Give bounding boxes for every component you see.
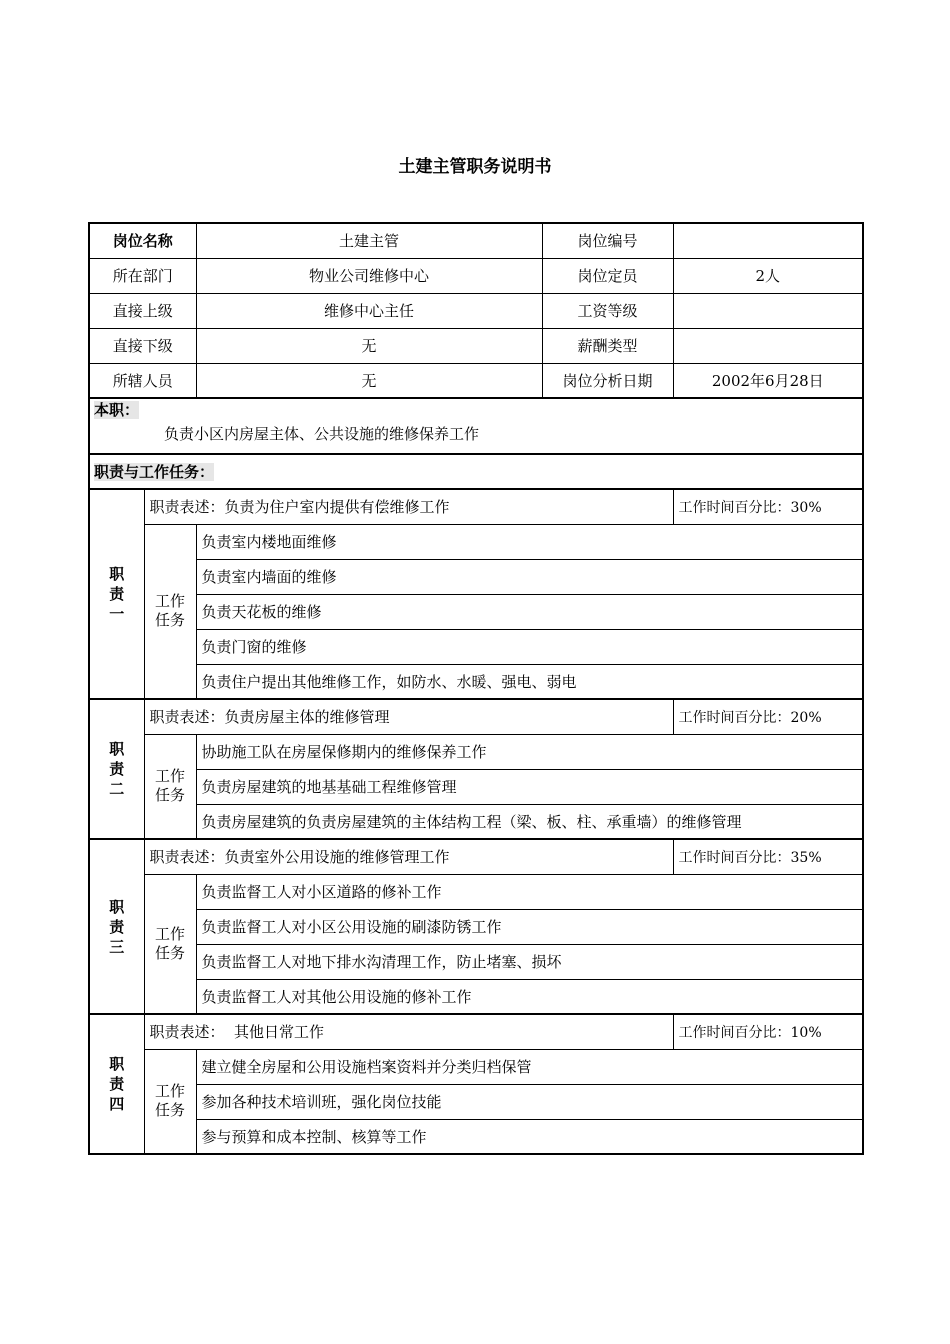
row-duties-header bbox=[89, 454, 863, 489]
value-superior: 维修中心主任 bbox=[196, 293, 542, 328]
label-pay-type: 薪酬类型 bbox=[542, 328, 673, 363]
label-position-name: 岗位名称 bbox=[89, 223, 196, 258]
task-row bbox=[89, 1084, 863, 1119]
duty-time-percent: 工作时间百分比：30% bbox=[673, 489, 863, 524]
task-label: 工作 任务 bbox=[144, 524, 196, 699]
task-row bbox=[89, 629, 863, 664]
duty-time-percent: 工作时间百分比：20% bbox=[673, 699, 863, 734]
task-item: 参加各种技术培训班，强化岗位技能 bbox=[196, 1084, 863, 1119]
duty-statement-row bbox=[89, 839, 863, 874]
task-row bbox=[89, 944, 863, 979]
task-item: 负责门窗的维修 bbox=[196, 629, 863, 664]
benzhi-cell bbox=[89, 398, 863, 454]
duty-label: 职 责 一 bbox=[89, 489, 144, 699]
task-row bbox=[89, 1119, 863, 1154]
task-row bbox=[89, 909, 863, 944]
task-row bbox=[89, 734, 863, 769]
value-pay-type bbox=[673, 328, 863, 363]
duty-statement-row bbox=[89, 1014, 863, 1049]
task-item: 建立健全房屋和公用设施档案资料并分类归档保管 bbox=[196, 1049, 863, 1084]
task-row bbox=[89, 1049, 863, 1084]
value-managed: 无 bbox=[196, 363, 542, 398]
task-item: 负责天花板的维修 bbox=[196, 594, 863, 629]
benzhi-label: 本职： bbox=[94, 401, 140, 419]
row-benzhi bbox=[89, 398, 863, 454]
label-department: 所在部门 bbox=[89, 258, 196, 293]
duty-time-percent: 工作时间百分比：10% bbox=[673, 1014, 863, 1049]
task-item: 负责监督工人对小区道路的修补工作 bbox=[196, 874, 863, 909]
value-headcount: 2人 bbox=[673, 258, 863, 293]
task-item: 负责室内墙面的维修 bbox=[196, 559, 863, 594]
value-position-name: 土建主管 bbox=[196, 223, 542, 258]
duties-header-cell bbox=[89, 454, 863, 489]
task-row bbox=[89, 594, 863, 629]
label-subordinate: 直接下级 bbox=[89, 328, 196, 363]
row-managed bbox=[89, 363, 863, 398]
row-superior bbox=[89, 293, 863, 328]
task-item: 负责室内楼地面维修 bbox=[196, 524, 863, 559]
task-item: 负责监督工人对地下排水沟清理工作，防止堵塞、损坏 bbox=[196, 944, 863, 979]
task-row bbox=[89, 874, 863, 909]
duty-label: 职 责 二 bbox=[89, 699, 144, 839]
duty-label: 职 责 四 bbox=[89, 1014, 144, 1154]
task-item: 负责监督工人对其他公用设施的修补工作 bbox=[196, 979, 863, 1014]
task-item: 负责房屋建筑的负责房屋建筑的主体结构工程（梁、板、柱、承重墙）的维修管理 bbox=[196, 804, 863, 839]
row-position-name bbox=[89, 223, 863, 258]
document-title: 土建主管职务说明书 bbox=[398, 157, 552, 177]
duty-statement: 职责表述：负责房屋主体的维修管理 bbox=[144, 699, 673, 734]
label-superior: 直接上级 bbox=[89, 293, 196, 328]
value-department: 物业公司维修中心 bbox=[196, 258, 542, 293]
task-row bbox=[89, 559, 863, 594]
task-label: 工作 任务 bbox=[144, 874, 196, 1014]
duty-statement-row bbox=[89, 699, 863, 734]
task-label: 工作 任务 bbox=[144, 734, 196, 839]
duty-statement: 职责表述： 其他日常工作 bbox=[144, 1014, 673, 1049]
label-headcount: 岗位定员 bbox=[542, 258, 673, 293]
job-description-table bbox=[88, 222, 864, 1155]
task-item: 负责住户提出其他维修工作，如防水、水暖、强电、弱电 bbox=[196, 664, 863, 699]
label-managed: 所辖人员 bbox=[89, 363, 196, 398]
row-department bbox=[89, 258, 863, 293]
task-row bbox=[89, 524, 863, 559]
label-analysis-date: 岗位分析日期 bbox=[542, 363, 673, 398]
task-item: 参与预算和成本控制、核算等工作 bbox=[196, 1119, 863, 1154]
duty-statement-row bbox=[89, 489, 863, 524]
benzhi-text: 负责小区内房屋主体、公共设施的维修保养工作 bbox=[164, 425, 480, 443]
label-salary-grade: 工资等级 bbox=[542, 293, 673, 328]
value-salary-grade bbox=[673, 293, 863, 328]
duty-label: 职 责 三 bbox=[89, 839, 144, 1014]
task-item: 协助施工队在房屋保修期内的维修保养工作 bbox=[196, 734, 863, 769]
duty-time-percent: 工作时间百分比：35% bbox=[673, 839, 863, 874]
value-subordinate: 无 bbox=[196, 328, 542, 363]
task-row bbox=[89, 979, 863, 1014]
row-subordinate bbox=[89, 328, 863, 363]
label-position-code: 岗位编号 bbox=[542, 223, 673, 258]
task-item: 负责监督工人对小区公用设施的刷漆防锈工作 bbox=[196, 909, 863, 944]
task-row bbox=[89, 804, 863, 839]
task-row bbox=[89, 664, 863, 699]
value-analysis-date: 2002年6月28日 bbox=[673, 363, 863, 398]
value-position-code bbox=[673, 223, 863, 258]
task-label: 工作 任务 bbox=[144, 1049, 196, 1154]
task-row bbox=[89, 769, 863, 804]
duty-statement: 职责表述：负责为住户室内提供有偿维修工作 bbox=[144, 489, 673, 524]
duty-statement: 职责表述：负责室外公用设施的维修管理工作 bbox=[144, 839, 673, 874]
duties-header: 职责与工作任务： bbox=[94, 463, 215, 481]
task-item: 负责房屋建筑的地基基础工程维修管理 bbox=[196, 769, 863, 804]
